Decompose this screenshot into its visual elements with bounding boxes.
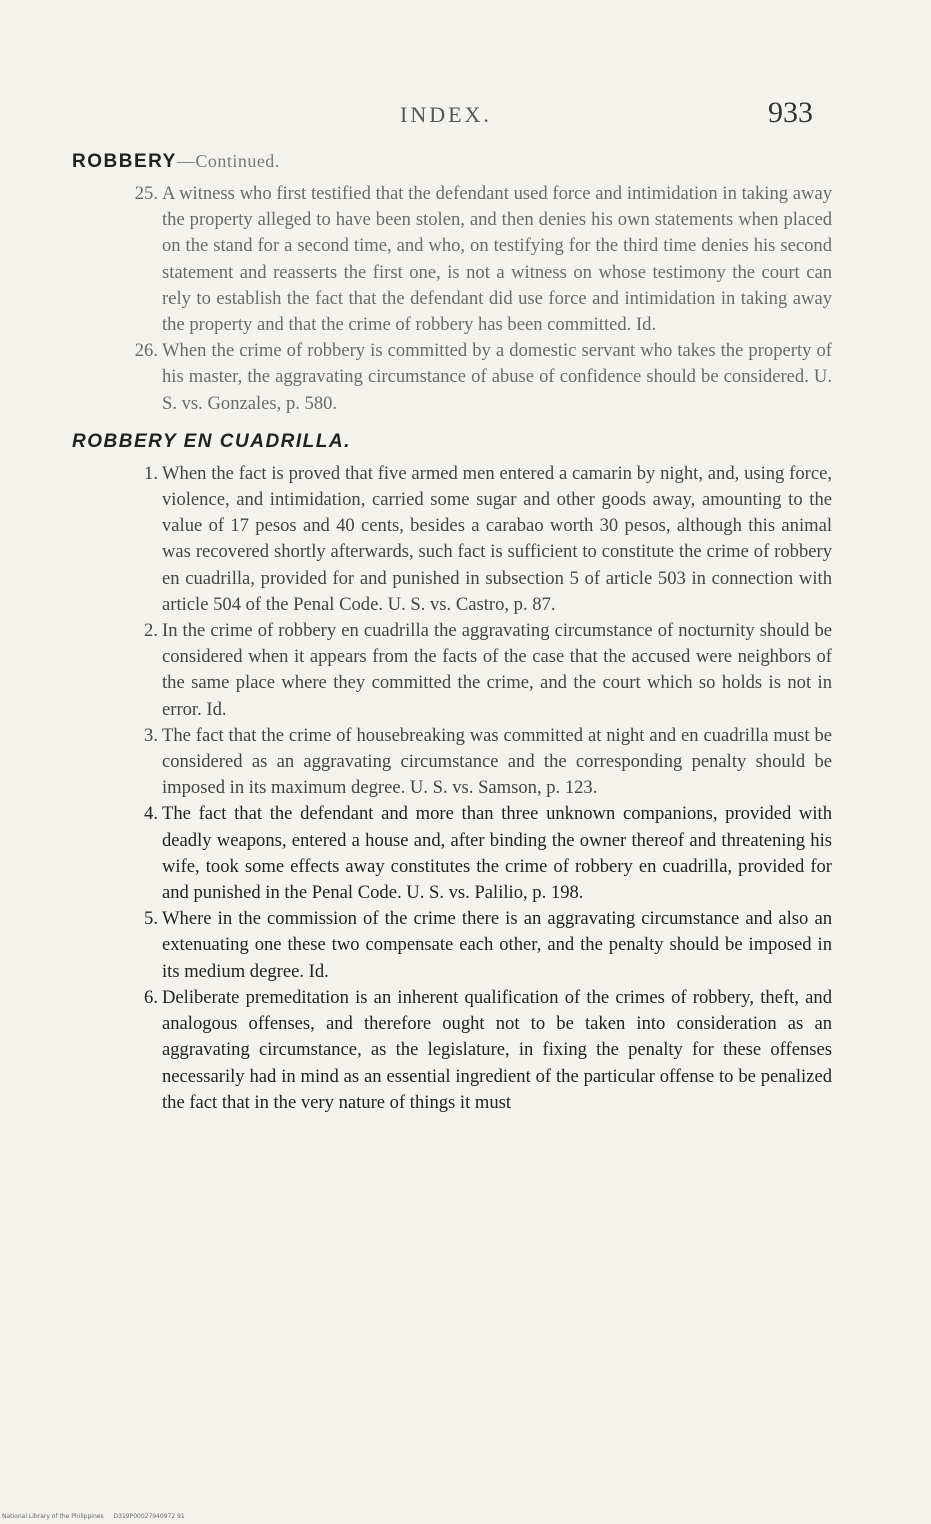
index-entry bbox=[72, 618, 832, 723]
entry-text: A witness who first testified that the defendant used force and intimidation in taking away the property alleged to have been stolen, and then denies his own statements when placed on the stand for a second time, and who, on testifying for the third time denies his second statement and reasserts the first one, is not a witness on whose testimony the court can rely to establish the fact that the defendant did use force and intimidation in taking away the property and that the crime of robbery has been committed. Id. bbox=[162, 183, 832, 336]
page-number: 933 bbox=[768, 96, 813, 129]
index-entry bbox=[72, 906, 832, 985]
entry-number: 6. bbox=[144, 986, 158, 1008]
entry-text: Deliberate premeditation is an inherent qualification of the crimes of robbery, theft, and analogous offenses, and therefore ought not to be taken into consideration as an aggravating circumstance, as the legislature, in fixing the penalty for these offenses necessarily had in mind as an essential ingredient of the particular offense to be penalized the fact that in the very nature of things it must bbox=[162, 986, 832, 1113]
footer-library: National Library of the Philippines bbox=[2, 1513, 104, 1520]
index-content bbox=[72, 148, 832, 1116]
entry-text: When the crime of robbery is committed by a domestic servant who takes the property of his master, the aggravating circumstance of abuse of confidence should be considered. U. S. vs. Gonzales, p. 580. bbox=[162, 340, 832, 414]
entry-number: 5. bbox=[144, 908, 158, 930]
entry-text: Where in the commission of the crime there is an aggravating circumstance and also an extenuating one these two compensate each other, and the penalty should be imposed in its medium degree. Id. bbox=[162, 908, 832, 982]
index-entry bbox=[72, 723, 832, 802]
index-entry bbox=[72, 985, 832, 1116]
scan-footer bbox=[2, 1513, 193, 1520]
footer-code: D319P00027940972 91 bbox=[113, 1513, 185, 1520]
running-title: INDEX. bbox=[400, 102, 492, 127]
entry-text: The fact that the crime of housebreaking was committed at night and en cuadrilla must be considered as an aggravating circumstance and the corresponding penalty should be imposed in its maximum degree. U. S. vs. Samson, p. 123. bbox=[162, 724, 832, 799]
entry-number: 25. bbox=[134, 183, 158, 204]
entry-number: 2. bbox=[144, 620, 158, 642]
entry-number: 3. bbox=[144, 724, 158, 746]
section-heading-label: ROBBERY bbox=[72, 151, 177, 172]
entry-text: The fact that the defendant and more than three unknown companions, provided with deadly weapons, entered a house and, after binding the owner thereof and threatening his wife, took some effects away constitutes the crime of robbery en cuadrilla, provided for and punished in the Penal Code. U. S. vs. Palilio, p. 198. bbox=[162, 803, 832, 904]
entry-number: 4. bbox=[144, 803, 158, 825]
continued-label: —Continued. bbox=[176, 151, 280, 171]
index-entry bbox=[72, 338, 832, 417]
index-entry bbox=[72, 461, 832, 618]
index-entry bbox=[72, 801, 832, 906]
entry-text: When the fact is proved that five armed men entered a camarin by night, and, using force, violence, and intimidation, carried some sugar and other goods away, amounting to the value of 17 pesos and 40 cents, besides a carabao worth 30 pesos, although this animal was recovered shortly afterwards, such fact is sufficient to constitute the crime of robbery en cuadrilla, provided for and punished in subsection 5 of article 503 in connection with article 504 of the Penal Code. U. S. vs. Castro, p. 87. bbox=[162, 462, 832, 615]
index-entry bbox=[72, 181, 832, 338]
entry-number: 1. bbox=[144, 462, 158, 484]
entry-number: 26. bbox=[134, 340, 158, 362]
running-head bbox=[0, 96, 931, 136]
section-heading-robbery-en-cuadrilla bbox=[72, 429, 832, 455]
section-heading-robbery bbox=[72, 148, 832, 175]
section-heading-label: ROBBERY EN CUADRILLA. bbox=[72, 430, 351, 452]
entry-text: In the crime of robbery en cuadrilla the aggravating circumstance of nocturnity should be considered when it appears from the facts of the case that the accused were neighbors of the same place where they committed the crime, and the court which so holds is not in error. Id. bbox=[162, 620, 832, 720]
